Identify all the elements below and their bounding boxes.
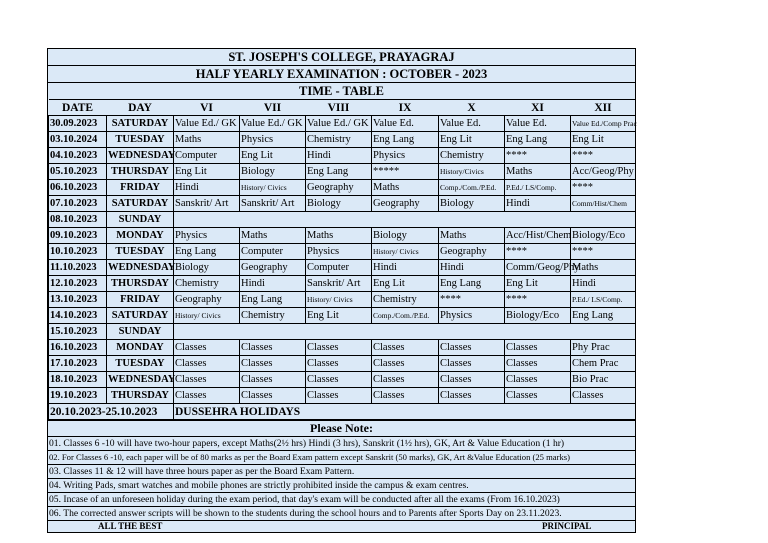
note-line: 05. Incase of an unforeseen holiday during the exam period, that day's exam will be conducted after all the exams (From 16.10.2023) (48, 492, 635, 506)
timetable-body (49, 116, 636, 420)
subject-cell: Value Ed./Comp Prac (571, 116, 636, 132)
subject-cell: Sanskrit/ Art (306, 276, 372, 292)
subject-cell: Value Ed. (505, 116, 571, 132)
subject-cell: Chem Prac (571, 356, 636, 372)
table-row (49, 260, 636, 276)
table-row (49, 196, 636, 212)
subject-cell: Biology/Eco (505, 308, 571, 324)
day-cell: SATURDAY (107, 196, 174, 212)
subject-cell: Biology (174, 260, 240, 276)
subject-cell: Classes (439, 340, 505, 356)
subject-cell: Comp./Com./P.Ed. (372, 308, 439, 324)
subject-cell: Physics (174, 228, 240, 244)
subject-cell: Phy Prac (571, 340, 636, 356)
table-row (49, 132, 636, 148)
subject-cell: Classes (505, 356, 571, 372)
subject-cell: Classes (174, 340, 240, 356)
subject-cell: Classes (306, 388, 372, 404)
subject-cell: Maths (439, 228, 505, 244)
subject-cell: History/ Civics (174, 308, 240, 324)
subject-cell: Sanskrit/ Art (174, 196, 240, 212)
subject-cell: P.Ed./ LS/Comp. (571, 292, 636, 308)
subject-cell: Physics (306, 244, 372, 260)
table-row (49, 164, 636, 180)
subject-cell: Chemistry (439, 148, 505, 164)
day-cell: SATURDAY (107, 116, 174, 132)
day-cell: WEDNESDAY (107, 148, 174, 164)
column-header: IX (372, 100, 439, 116)
subject-cell: Classes (372, 388, 439, 404)
table-row (49, 148, 636, 164)
subject-cell: Hindi (372, 260, 439, 276)
subject-cell: Classes (505, 372, 571, 388)
sunday-blank (174, 212, 636, 228)
subject-cell: Eng Lang (306, 164, 372, 180)
subject-cell: Eng Lang (372, 132, 439, 148)
exam-title: HALF YEARLY EXAMINATION : OCTOBER - 2023 (48, 65, 635, 82)
date-cell: 19.10.2023 (49, 388, 107, 404)
date-cell: 06.10.2023 (49, 180, 107, 196)
subject-cell: Eng Lit (174, 164, 240, 180)
date-cell: 11.10.2023 (49, 260, 107, 276)
day-cell: TUESDAY (107, 132, 174, 148)
college-title: ST. JOSEPH'S COLLEGE, PRAYAGRAJ (228, 50, 455, 64)
subject-cell: Computer (174, 148, 240, 164)
column-header-row (49, 100, 636, 116)
table-row (49, 308, 636, 324)
subject-cell: Eng Lit (306, 308, 372, 324)
subject-cell: Computer (240, 244, 306, 260)
subject-cell: Classes (372, 340, 439, 356)
date-cell: 15.10.2023 (49, 324, 107, 340)
subject-cell: Classes (240, 340, 306, 356)
day-cell: THURSDAY (107, 388, 174, 404)
subject-cell: Classes (240, 372, 306, 388)
date-cell: 30.09.2023 (49, 116, 107, 132)
subject-cell: **** (505, 148, 571, 164)
subject-cell: Maths (571, 260, 636, 276)
subject-cell: History/Civics (439, 164, 505, 180)
subject-cell: Geography (240, 260, 306, 276)
date-cell: 16.10.2023 (49, 340, 107, 356)
subject-cell: Biology (372, 228, 439, 244)
subject-cell: Acc/Hist/Chem (505, 228, 571, 244)
subject-cell: Comp./Com./P.Ed. (439, 180, 505, 196)
subject-cell: Classes (439, 388, 505, 404)
table-row (49, 340, 636, 356)
subject-cell: ***** (372, 164, 439, 180)
subject-cell: **** (505, 292, 571, 308)
subject-cell: **** (439, 292, 505, 308)
day-cell: THURSDAY (107, 276, 174, 292)
subject-cell: Value Ed./ GK (306, 116, 372, 132)
table-row (49, 180, 636, 196)
subject-cell: Value Ed. (439, 116, 505, 132)
day-cell: MONDAY (107, 228, 174, 244)
date-cell: 04.10.2023 (49, 148, 107, 164)
subject-cell: Physics (439, 308, 505, 324)
subject-cell: Comm/Hist/Chem (571, 196, 636, 212)
subject-cell: Sanskrit/ Art (240, 196, 306, 212)
subject-cell: Maths (174, 132, 240, 148)
subject-cell: Maths (505, 164, 571, 180)
day-cell: SUNDAY (107, 212, 174, 228)
subject-cell: Classes (372, 372, 439, 388)
subject-cell: Bio Prac (571, 372, 636, 388)
subject-cell: Classes (174, 388, 240, 404)
subject-cell: Eng Lit (571, 132, 636, 148)
subject-cell: Acc/Geog/Phy (571, 164, 636, 180)
table-row (49, 244, 636, 260)
date-cell: 08.10.2023 (49, 212, 107, 228)
subject-cell: Biology (240, 164, 306, 180)
subject-cell: **** (505, 244, 571, 260)
subject-cell: Hindi (174, 180, 240, 196)
subject-cell: Classes (505, 388, 571, 404)
subject-cell: Value Ed./ GK (174, 116, 240, 132)
holiday-label: DUSSEHRA HOLIDAYS (174, 404, 636, 420)
subject-cell: Chemistry (306, 132, 372, 148)
column-header: VI (174, 100, 240, 116)
subject-cell: Computer (306, 260, 372, 276)
subject-cell: Value Ed./ GK (240, 116, 306, 132)
column-header: DATE (49, 100, 107, 116)
footer (48, 520, 635, 532)
subject-cell: **** (571, 148, 636, 164)
subject-cell: Eng Lang (439, 276, 505, 292)
subject-cell: Maths (372, 180, 439, 196)
table-row (49, 228, 636, 244)
subject-cell: Eng Lang (174, 244, 240, 260)
timetable-sheet (47, 48, 636, 533)
subject-cell: Value Ed. (372, 116, 439, 132)
subject-cell: Biology (306, 196, 372, 212)
day-cell: SATURDAY (107, 308, 174, 324)
footer-greeting: ALL THE BEST (98, 521, 163, 531)
date-cell: 18.10.2023 (49, 372, 107, 388)
timetable-subtitle: TIME - TABLE (48, 82, 635, 99)
subject-cell: Hindi (240, 276, 306, 292)
date-cell: 03.10.2024 (49, 132, 107, 148)
subject-cell: P.Ed./ LS/Comp. (505, 180, 571, 196)
holiday-row (49, 404, 636, 420)
day-cell: MONDAY (107, 340, 174, 356)
subject-cell: History/ Civics (306, 292, 372, 308)
day-cell: FRIDAY (107, 180, 174, 196)
date-cell: 09.10.2023 (49, 228, 107, 244)
table-row (49, 292, 636, 308)
subject-cell: Chemistry (240, 308, 306, 324)
subject-cell: Eng Lit (240, 148, 306, 164)
footer-signatory: PRINCIPAL (542, 521, 592, 531)
holiday-dates: 20.10.2023-25.10.2023 (49, 404, 174, 420)
day-cell: THURSDAY (107, 164, 174, 180)
column-header: VIII (306, 100, 372, 116)
subject-cell: Hindi (306, 148, 372, 164)
date-cell: 10.10.2023 (49, 244, 107, 260)
subject-cell: Maths (240, 228, 306, 244)
column-header: X (439, 100, 505, 116)
date-cell: 07.10.2023 (49, 196, 107, 212)
subject-cell: Comm/Geog/Phy (505, 260, 571, 276)
date-cell: 17.10.2023 (49, 356, 107, 372)
subject-cell: Classes (439, 372, 505, 388)
subject-cell: Chemistry (372, 292, 439, 308)
subject-cell: Hindi (439, 260, 505, 276)
subject-cell: Classes (306, 372, 372, 388)
notes-title: Please Note: (48, 420, 635, 436)
table-row (49, 388, 636, 404)
subject-cell: Geography (372, 196, 439, 212)
day-cell: SUNDAY (107, 324, 174, 340)
table-row (49, 276, 636, 292)
subject-cell: Classes (505, 340, 571, 356)
column-header: VII (240, 100, 306, 116)
subject-cell: Chemistry (174, 276, 240, 292)
table-row (49, 372, 636, 388)
subject-cell: **** (571, 244, 636, 260)
day-cell: WEDNESDAY (107, 372, 174, 388)
note-line: 02. For Classes 6 -10, each paper will be of 80 marks as per the Board Exam pattern except Sanskrit (50 marks), GK, Art &Value Education (25 marks) (48, 450, 635, 464)
day-cell: WEDNESDAY (107, 260, 174, 276)
date-cell: 13.10.2023 (49, 292, 107, 308)
subject-cell: **** (571, 180, 636, 196)
subject-cell: Classes (174, 372, 240, 388)
subject-cell: Classes (240, 388, 306, 404)
note-line: 01. Classes 6 -10 will have two-hour papers, except Maths(2½ hrs) Hindi (3 hrs), Sanskrit (1½ hrs), GK, Art & Value Education (1 hr) (48, 436, 635, 450)
subject-cell: Hindi (505, 196, 571, 212)
subject-cell: Eng Lit (372, 276, 439, 292)
note-line: 03. Classes 11 & 12 will have three hours paper as per the Board Exam Pattern. (48, 464, 635, 478)
subject-cell: Geography (306, 180, 372, 196)
subject-cell: Eng Lang (571, 308, 636, 324)
subject-cell: Classes (306, 340, 372, 356)
subject-cell: Classes (240, 356, 306, 372)
subject-cell: Biology/Eco (571, 228, 636, 244)
subject-cell: History/ Civics (240, 180, 306, 196)
subject-cell: Classes (174, 356, 240, 372)
sunday-blank (174, 324, 636, 340)
subject-cell: Eng Lang (240, 292, 306, 308)
note-line: 06. The corrected answer scripts will be shown to the students during the school hours and to Parents after Sports Day on 23.11.2023. (48, 506, 635, 520)
column-header: DAY (107, 100, 174, 116)
subject-cell: Physics (240, 132, 306, 148)
subject-cell: Classes (372, 356, 439, 372)
timetable-table (48, 99, 636, 420)
day-cell: TUESDAY (107, 244, 174, 260)
date-cell: 12.10.2023 (49, 276, 107, 292)
sunday-row (49, 324, 636, 340)
subject-cell: Classes (306, 356, 372, 372)
subject-cell: Maths (306, 228, 372, 244)
subject-cell: Eng Lang (505, 132, 571, 148)
subject-cell: Geography (174, 292, 240, 308)
day-cell: TUESDAY (107, 356, 174, 372)
note-line: 04. Writing Pads, smart watches and mobile phones are strictly prohibited inside the campus & exam centres. (48, 478, 635, 492)
table-row (49, 116, 636, 132)
subject-cell: Eng Lit (439, 132, 505, 148)
table-row (49, 356, 636, 372)
subject-cell: Biology (439, 196, 505, 212)
subject-cell: History/ Civics (372, 244, 439, 260)
column-header: XII (571, 100, 636, 116)
notes-list (48, 436, 635, 520)
subject-cell: Eng Lit (505, 276, 571, 292)
subject-cell: Classes (571, 388, 636, 404)
subject-cell: Physics (372, 148, 439, 164)
subject-cell: Classes (439, 356, 505, 372)
subject-cell: Hindi (571, 276, 636, 292)
subject-cell: Geography (439, 244, 505, 260)
column-header: XI (505, 100, 571, 116)
day-cell: FRIDAY (107, 292, 174, 308)
date-cell: 14.10.2023 (49, 308, 107, 324)
date-cell: 05.10.2023 (49, 164, 107, 180)
sunday-row (49, 212, 636, 228)
